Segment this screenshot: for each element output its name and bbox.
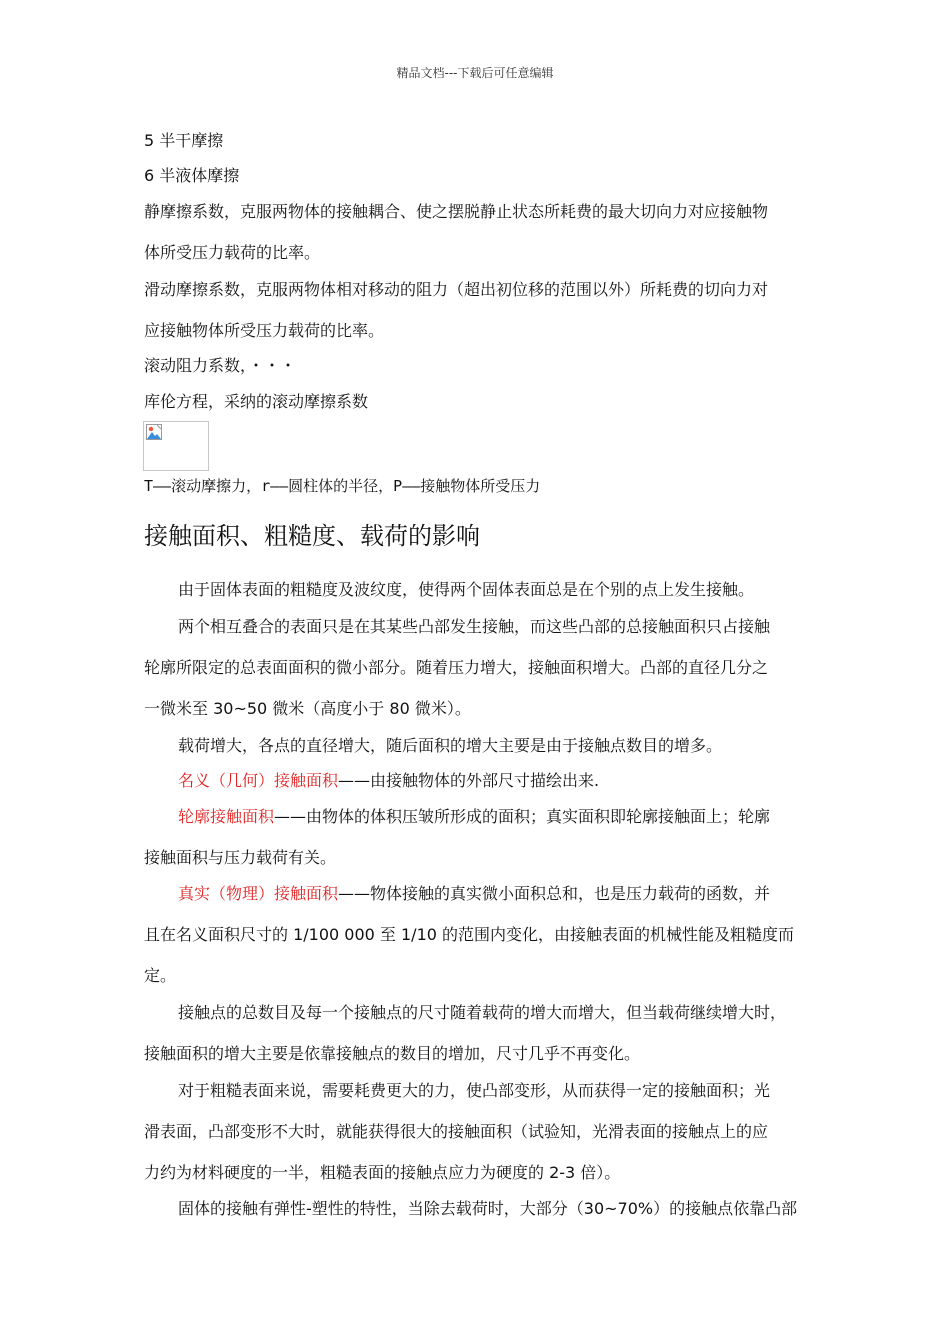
- term-real-area: 真实（物理）接触面积: [178, 884, 339, 903]
- paragraph-rough-smooth-line1: 对于粗糙表面来说，需要耗费更大的力，使凸部变形，从而获得一定的接触面积；光: [178, 1081, 771, 1100]
- definition-nominal-area-text: ——由接触物体的外部尺寸描绘出来.: [338, 771, 600, 790]
- paragraph-load-increase: 载荷增大，各点的直径增大，随后面积的增大主要是由于接触点数目的增多。: [178, 736, 723, 755]
- definition-real-area-line3: 定。: [144, 966, 177, 985]
- section-heading: 接触面积、粗糙度、载荷的影响: [144, 522, 480, 550]
- static-friction-definition-line2: 体所受压力载荷的比率。: [144, 243, 321, 262]
- term-nominal-area: 名义（几何）接触面积: [178, 771, 339, 790]
- paragraph-overlap-line2: 轮廓所限定的总表面面积的微小部分。随着压力增大，接触面积增大。凸部的直径几分之: [144, 658, 769, 677]
- definition-nominal-area: [178, 768, 599, 791]
- paragraph-surface-contact: 由于固体表面的粗糙度及波纹度，使得两个固体表面总是在个别的点上发生接触。: [178, 580, 755, 599]
- list-item-semi-fluid-friction: 6 半液体摩擦: [144, 166, 240, 185]
- paragraph-elastic-plastic-line1: 固体的接触有弹性-塑性的特性，当除去载荷时，大部分（30~70%）的接触点依靠凸部: [178, 1199, 798, 1218]
- definition-contour-area: [178, 804, 770, 827]
- page-header: 精品文档---下载后可任意编辑: [396, 66, 554, 80]
- paragraph-contact-count-line1: 接触点的总数目及每一个接触点的尺寸随着载荷的增大而增大，但当载荷继续增大时，: [178, 1003, 787, 1022]
- term-contour-area: 轮廓接触面积: [178, 807, 275, 826]
- rolling-resistance-line: 滚动阻力系数，・・・: [144, 356, 297, 375]
- sliding-friction-definition-line2: 应接触物体所受压力载荷的比率。: [144, 321, 385, 340]
- definition-real-area-text: ——物体接触的真实微小面积总和，也是压力载荷的函数，并: [338, 884, 771, 903]
- paragraph-overlap-line1: 两个相互叠合的表面只是在其某些凸部发生接触，而这些凸部的总接触面积只占接触: [178, 617, 771, 636]
- coulomb-equation-line: 库伦方程，采纳的滚动摩擦系数: [144, 392, 369, 411]
- definition-real-area: [178, 881, 770, 904]
- paragraph-rough-smooth-line2: 滑表面，凸部变形不大时，就能获得很大的接触面积（试验知，光滑表面的接触点上的应: [144, 1122, 769, 1141]
- broken-image-icon: [146, 424, 162, 440]
- paragraph-rough-smooth-line3: 力约为材料硬度的一半，粗糙表面的接触点应力为硬度的 2-3 倍）。: [144, 1163, 621, 1182]
- formula-image-placeholder: [143, 421, 209, 471]
- formula-variable-caption: T——滚动摩擦力，r——圆柱体的半径，P——接触物体所受压力: [144, 477, 541, 495]
- definition-real-area-line2: 且在名义面积尺寸的 1/100 000 至 1/10 的范围内变化，由接触表面的机械性能及粗糙度而: [144, 925, 795, 944]
- sliding-friction-definition-line1: 滑动摩擦系数，克服两物体相对移动的阻力（超出初位移的范围以外）所耗费的切向力对: [144, 280, 769, 299]
- static-friction-definition-line1: 静摩擦系数，克服两物体的接触耦合、使之摆脱静止状态所耗费的最大切向力对应接触物: [144, 202, 769, 221]
- definition-contour-area-text: ——由物体的体积压皱所形成的面积；真实面积即轮廓接触面上；轮廓: [274, 807, 771, 826]
- list-item-semi-dry-friction: 5 半干摩擦: [144, 131, 224, 150]
- paragraph-overlap-line3: 一微米至 30~50 微米（高度小于 80 微米）。: [144, 699, 471, 718]
- definition-contour-area-line2: 接触面积与压力载荷有关。: [144, 848, 337, 867]
- paragraph-contact-count-line2: 接触面积的增大主要是依靠接触点的数目的增加，尺寸几乎不再变化。: [144, 1044, 641, 1063]
